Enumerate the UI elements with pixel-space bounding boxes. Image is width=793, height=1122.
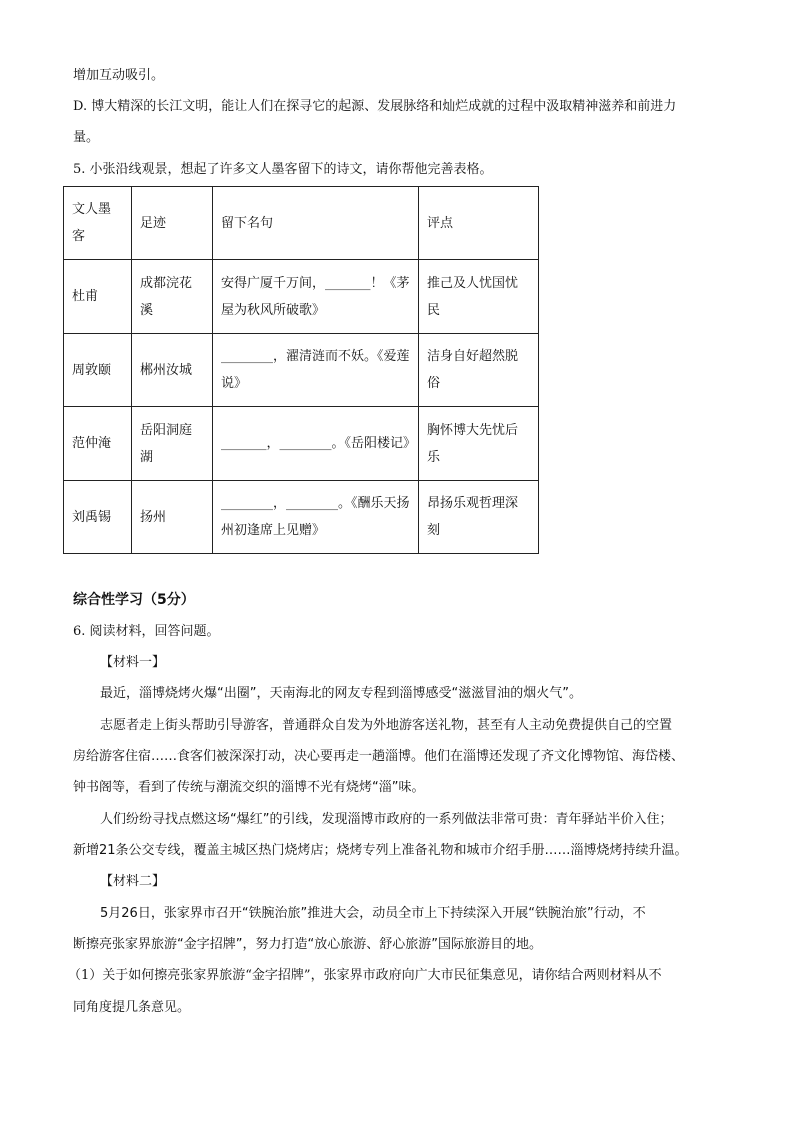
table-cell: _______，________。《岳阳楼记》: [213, 407, 419, 481]
table-row: [64, 407, 539, 481]
material-1-para: 房给游客住宿……食客们被深深打动，决心要再走一趟淄博。他们在淄博还发现了齐文化博物馆、海岱楼、: [73, 749, 685, 764]
material-1-para: 钟书阁等，看到了传统与潮流交织的淄博不光有烧烤“淄”味。: [73, 780, 425, 795]
table-cell: 刘禹锡: [64, 481, 132, 554]
table-cell: 推己及人忧国忧民: [419, 260, 539, 334]
table-cell: 扬州: [132, 481, 213, 554]
material-2-para: 断擦亮张家界旅游“金字招牌”，努力打造“放心旅游、舒心旅游”国际旅游目的地。: [73, 937, 542, 952]
header-cell: 文人墨客: [64, 187, 132, 260]
question-6: 6. 阅读材料，回答问题。: [73, 624, 220, 639]
header-cell: 足迹: [132, 187, 213, 260]
header-cell: 评点: [419, 187, 539, 260]
sub-question-1: （1）关于如何擦亮张家界旅游“金字招牌”，张家界市政府向广大市民征集意见，请你结合两则材料从不: [68, 968, 662, 983]
table-cell: ________，濯清涟而不妖。《爱莲说》: [213, 334, 419, 407]
text-line: 增加互动吸引。: [73, 68, 165, 83]
sub-question-1: 同角度提几条意见。: [73, 1000, 191, 1015]
table-header-row: [64, 187, 539, 260]
table-cell: 范仲淹: [64, 407, 132, 481]
table-cell: 岳阳洞庭湖: [132, 407, 213, 481]
header-cell: 留下名句: [213, 187, 419, 260]
table-cell: 杜甫: [64, 260, 132, 334]
table-cell: 昂扬乐观哲理深刻: [419, 481, 539, 554]
option-d-line2: 量。: [73, 130, 100, 145]
poem-table: [63, 186, 539, 554]
table-cell: ________，________。《酬乐天扬州初逢席上见赠》: [213, 481, 419, 554]
table-cell: 成都浣花溪: [132, 260, 213, 334]
table-cell: 周敦颐: [64, 334, 132, 407]
question-5: 5. 小张沿线观景，想起了许多文人墨客留下的诗文，请你帮他完善表格。: [73, 162, 493, 177]
material-2-title: 【材料二】: [100, 874, 166, 889]
material-1-para: 志愿者走上街头帮助引导游客，普通群众自发为外地游客送礼物，甚至有人主动免费提供自己的空置: [100, 718, 673, 733]
table-cell: 安得广厦千万间，_______！《茅屋为秋风所破歌》: [213, 260, 419, 334]
material-1-para: 人们纷纷寻找点燃这场“爆红”的引线，发现淄博市政府的一系列做法非常可贵：青年驿站半价入住；: [100, 812, 673, 827]
table-cell: 洁身自好超然脱俗: [419, 334, 539, 407]
material-1-title: 【材料一】: [100, 655, 166, 670]
material-1-para: 最近，淄博烧烤火爆“出圈”，天南海北的网友专程到淄博感受“滋滋冒油的烟火气”。: [100, 686, 582, 701]
table-row: [64, 334, 539, 407]
table-row: [64, 260, 539, 334]
table-cell: 郴州汝城: [132, 334, 213, 407]
material-1-para: 新增21条公交专线，覆盖主城区热门烧烤店；烧烤专列上准备礼物和城市介绍手册……淄博烧烤持续升温。: [73, 843, 688, 858]
table-row: [64, 481, 539, 554]
material-2-para: 5月26日，张家界市召开“铁腕治旅”推进大会，动员全市上下持续深入开展“铁腕治旅”行动，不: [100, 906, 646, 921]
option-d-line1: D. 博大精深的长江文明，能让人们在探寻它的起源、发展脉络和灿烂成就的过程中汲取精神滋养和前进力: [73, 99, 677, 114]
table-cell: 胸怀博大先忧后乐: [419, 407, 539, 481]
section-heading: 综合性学习（5分）: [73, 592, 195, 608]
